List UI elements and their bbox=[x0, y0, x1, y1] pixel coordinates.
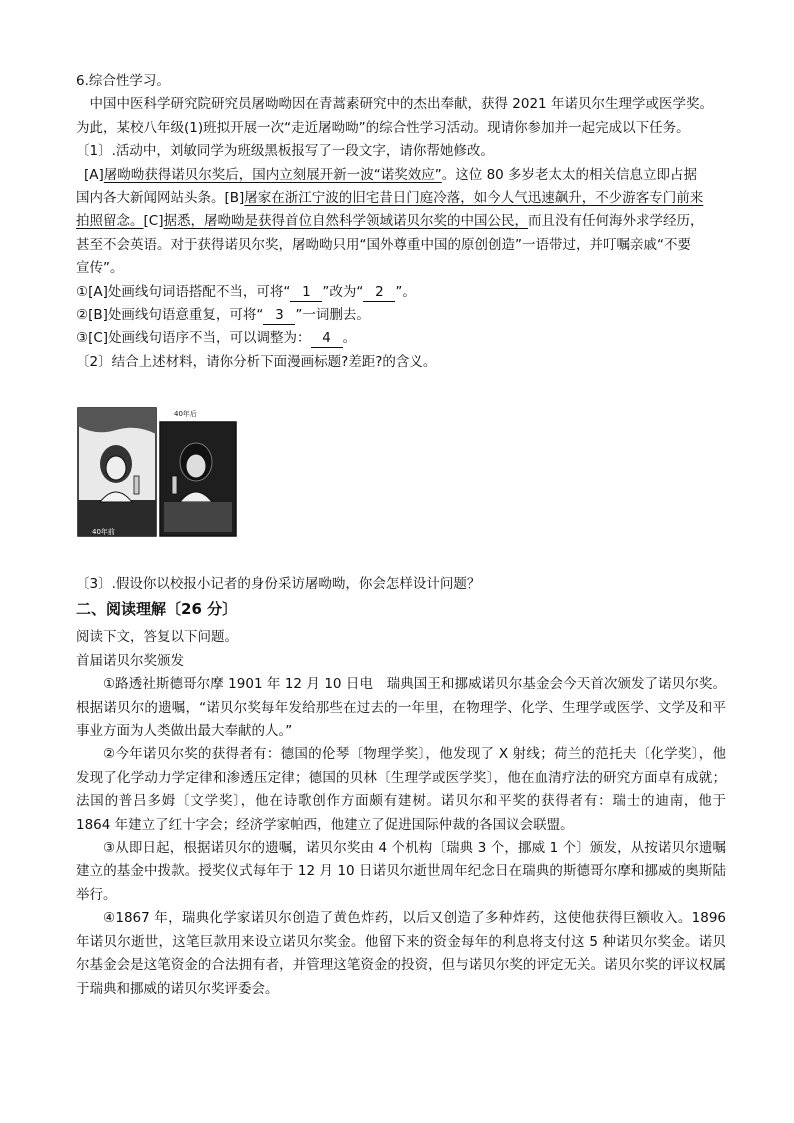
article-paragraph-2: ②今年诺贝尔奖的获得者有：德国的伦琴〔物理学奖〕，他发现了 X 射线；荷兰的范托夫〔化学奖〕，他发现了化学动力学定律和渗透压定律；德国的贝林〔生理学或医学奖〕，他在血清疗法的研究方面卓有成就；法国的普吕多姆〔文学奖〕，他在诗歌创作方面颇有建树。诺贝尔和平奖的获得者有：瑞士的迪南，他于 1864 年建立了红十字会；经济学家帕西，他建立了促进国际仲裁的各国议会联盟。 bbox=[76, 746, 726, 833]
underlined-sentence-c: 据悉，屠呦呦是获得首位自然科学领域诺贝尔奖的中国公民， bbox=[163, 213, 528, 230]
passage-line-3 bbox=[76, 210, 726, 233]
subquestion-1: 〔1〕.活动中，刘敏同学为班级黑板报写了一段文字，请你帮她修改。 bbox=[76, 143, 494, 160]
passage-line-2 bbox=[76, 187, 726, 210]
question-section bbox=[76, 70, 726, 374]
intro-line-2: 为此，某校八年级(1)班拟开展一次“走近屠呦呦”的综合性学习活动。现请你参加并一起完成以下任务。 bbox=[76, 119, 690, 136]
task-1 bbox=[76, 281, 726, 304]
passage-line-5: 宣传”。 bbox=[76, 260, 124, 277]
task-3 bbox=[76, 327, 726, 350]
underlined-sentence-b: 屠家在浙江宁波的旧宅昔日门庭冷落，如今人气迅速飙升，不少游客专门前来 bbox=[244, 190, 704, 207]
task-text: ”。 bbox=[395, 283, 416, 300]
label-a: [A] bbox=[84, 166, 104, 183]
task-text: ②[B]处画线句语意重复，可将“ bbox=[76, 307, 264, 324]
passage-line-4: 甚至不会英语。对于获得诺贝尔奖，屠呦呦只用“国外尊重中国的原创创造”一语带过，并叮嘱亲戚“不要 bbox=[76, 236, 691, 253]
task-text: 。 bbox=[342, 330, 357, 347]
subquestion-2: 〔2〕结合上述材料，请你分析下面漫画标题?差距?的含义。 bbox=[76, 353, 437, 370]
article-title: 首届诺贝尔奖颁发 bbox=[76, 652, 184, 669]
passage-line-1 bbox=[76, 164, 726, 187]
answer-blank-2[interactable]: 2 bbox=[363, 283, 395, 302]
task-text: ”一词删去。 bbox=[295, 307, 370, 324]
cartoon-image bbox=[76, 404, 238, 540]
question-title: 6.综合性学习。 bbox=[76, 73, 170, 89]
section-title: 二、阅读理解〔26 分〕 bbox=[76, 600, 238, 619]
answer-blank-3[interactable]: 3 bbox=[263, 306, 295, 325]
task-text: ”改为“ bbox=[322, 283, 364, 300]
answer-blank-4[interactable]: 4 bbox=[311, 329, 343, 348]
task-text: ①[A]处画线句词语搭配不当，可将“ bbox=[76, 283, 291, 300]
article-paragraph-3: ③从即日起，根据诺贝尔的遗嘱，诺贝尔奖由 4 个机构〔瑞典 3 个，挪威 1 个〕颁发，从按诺贝尔遗嘱建立的基金中拨款。授奖仪式每年于 12 月 10 日诺贝尔逝世周年纪念日在瑞典的斯德哥尔摩和挪威的奥斯陆举行。 bbox=[76, 840, 726, 903]
intro-line-1: 中国中医科学研究院研究员屠呦呦因在青蒿素研究中的杰出奉献，获得 2021 年诺贝尔生理学或医学奖。 bbox=[89, 96, 713, 113]
cartoon-caption-after: 40年后 bbox=[174, 410, 197, 418]
subquestion-3-block bbox=[76, 573, 726, 1001]
answer-blank-1[interactable]: 1 bbox=[290, 283, 322, 302]
underlined-sentence-a: 屠呦呦获得诺贝尔奖后，国内立刻展开新一波“诺奖效应” bbox=[103, 166, 442, 183]
passage-text: 而且没有任何海外求学经历， bbox=[527, 213, 704, 230]
reading-instruction: 阅读下文，答复以下问题。 bbox=[76, 629, 238, 646]
subquestion-3: 〔3〕.假设你以校报小记者的身份采访屠呦呦，你会怎样设计问题？ bbox=[76, 576, 481, 592]
passage-text: 国内各大新闻网站头条。[B] bbox=[76, 190, 245, 207]
article-paragraph-1: ①路透社斯德哥尔摩 1901 年 12 月 10 日电 瑞典国王和挪威诺贝尔基金会今天首次颁发了诺贝尔奖。根据诺贝尔的遗嘱，“诺贝尔奖每年发给那些在过去的一年里，在物理学、化学、生理学或医学、文学及和平事业方面为人类做出最大奉献的人。” bbox=[76, 676, 726, 740]
label-c: [C] bbox=[143, 213, 164, 230]
underlined-sentence-b-cont: 拍照留念。 bbox=[76, 213, 144, 230]
passage-text: 。这位 80 多岁老太太的相关信息立即占据 bbox=[441, 166, 698, 183]
cartoon-caption-before: 40年前 bbox=[92, 528, 115, 536]
article-paragraph-4: ④1867 年，瑞典化学家诺贝尔创造了黄色炸药，以后又创造了多种炸药，这使他获得巨额收入。1896 年诺贝尔逝世，这笔巨款用来设立诺贝尔奖金。他留下来的资金每年的利息将支付这 5 种诺贝尔奖金。诺贝尔基金会是这笔资金的合法拥有者，并管理这笔资金的投资，但与诺贝尔奖的评定无关。诺贝尔奖的评议权属于瑞典和挪威的诺贝尔奖评委会。 bbox=[76, 910, 726, 997]
task-text: ③[C]处画线句语序不当，可以调整为： bbox=[76, 330, 311, 347]
task-2 bbox=[76, 304, 726, 327]
